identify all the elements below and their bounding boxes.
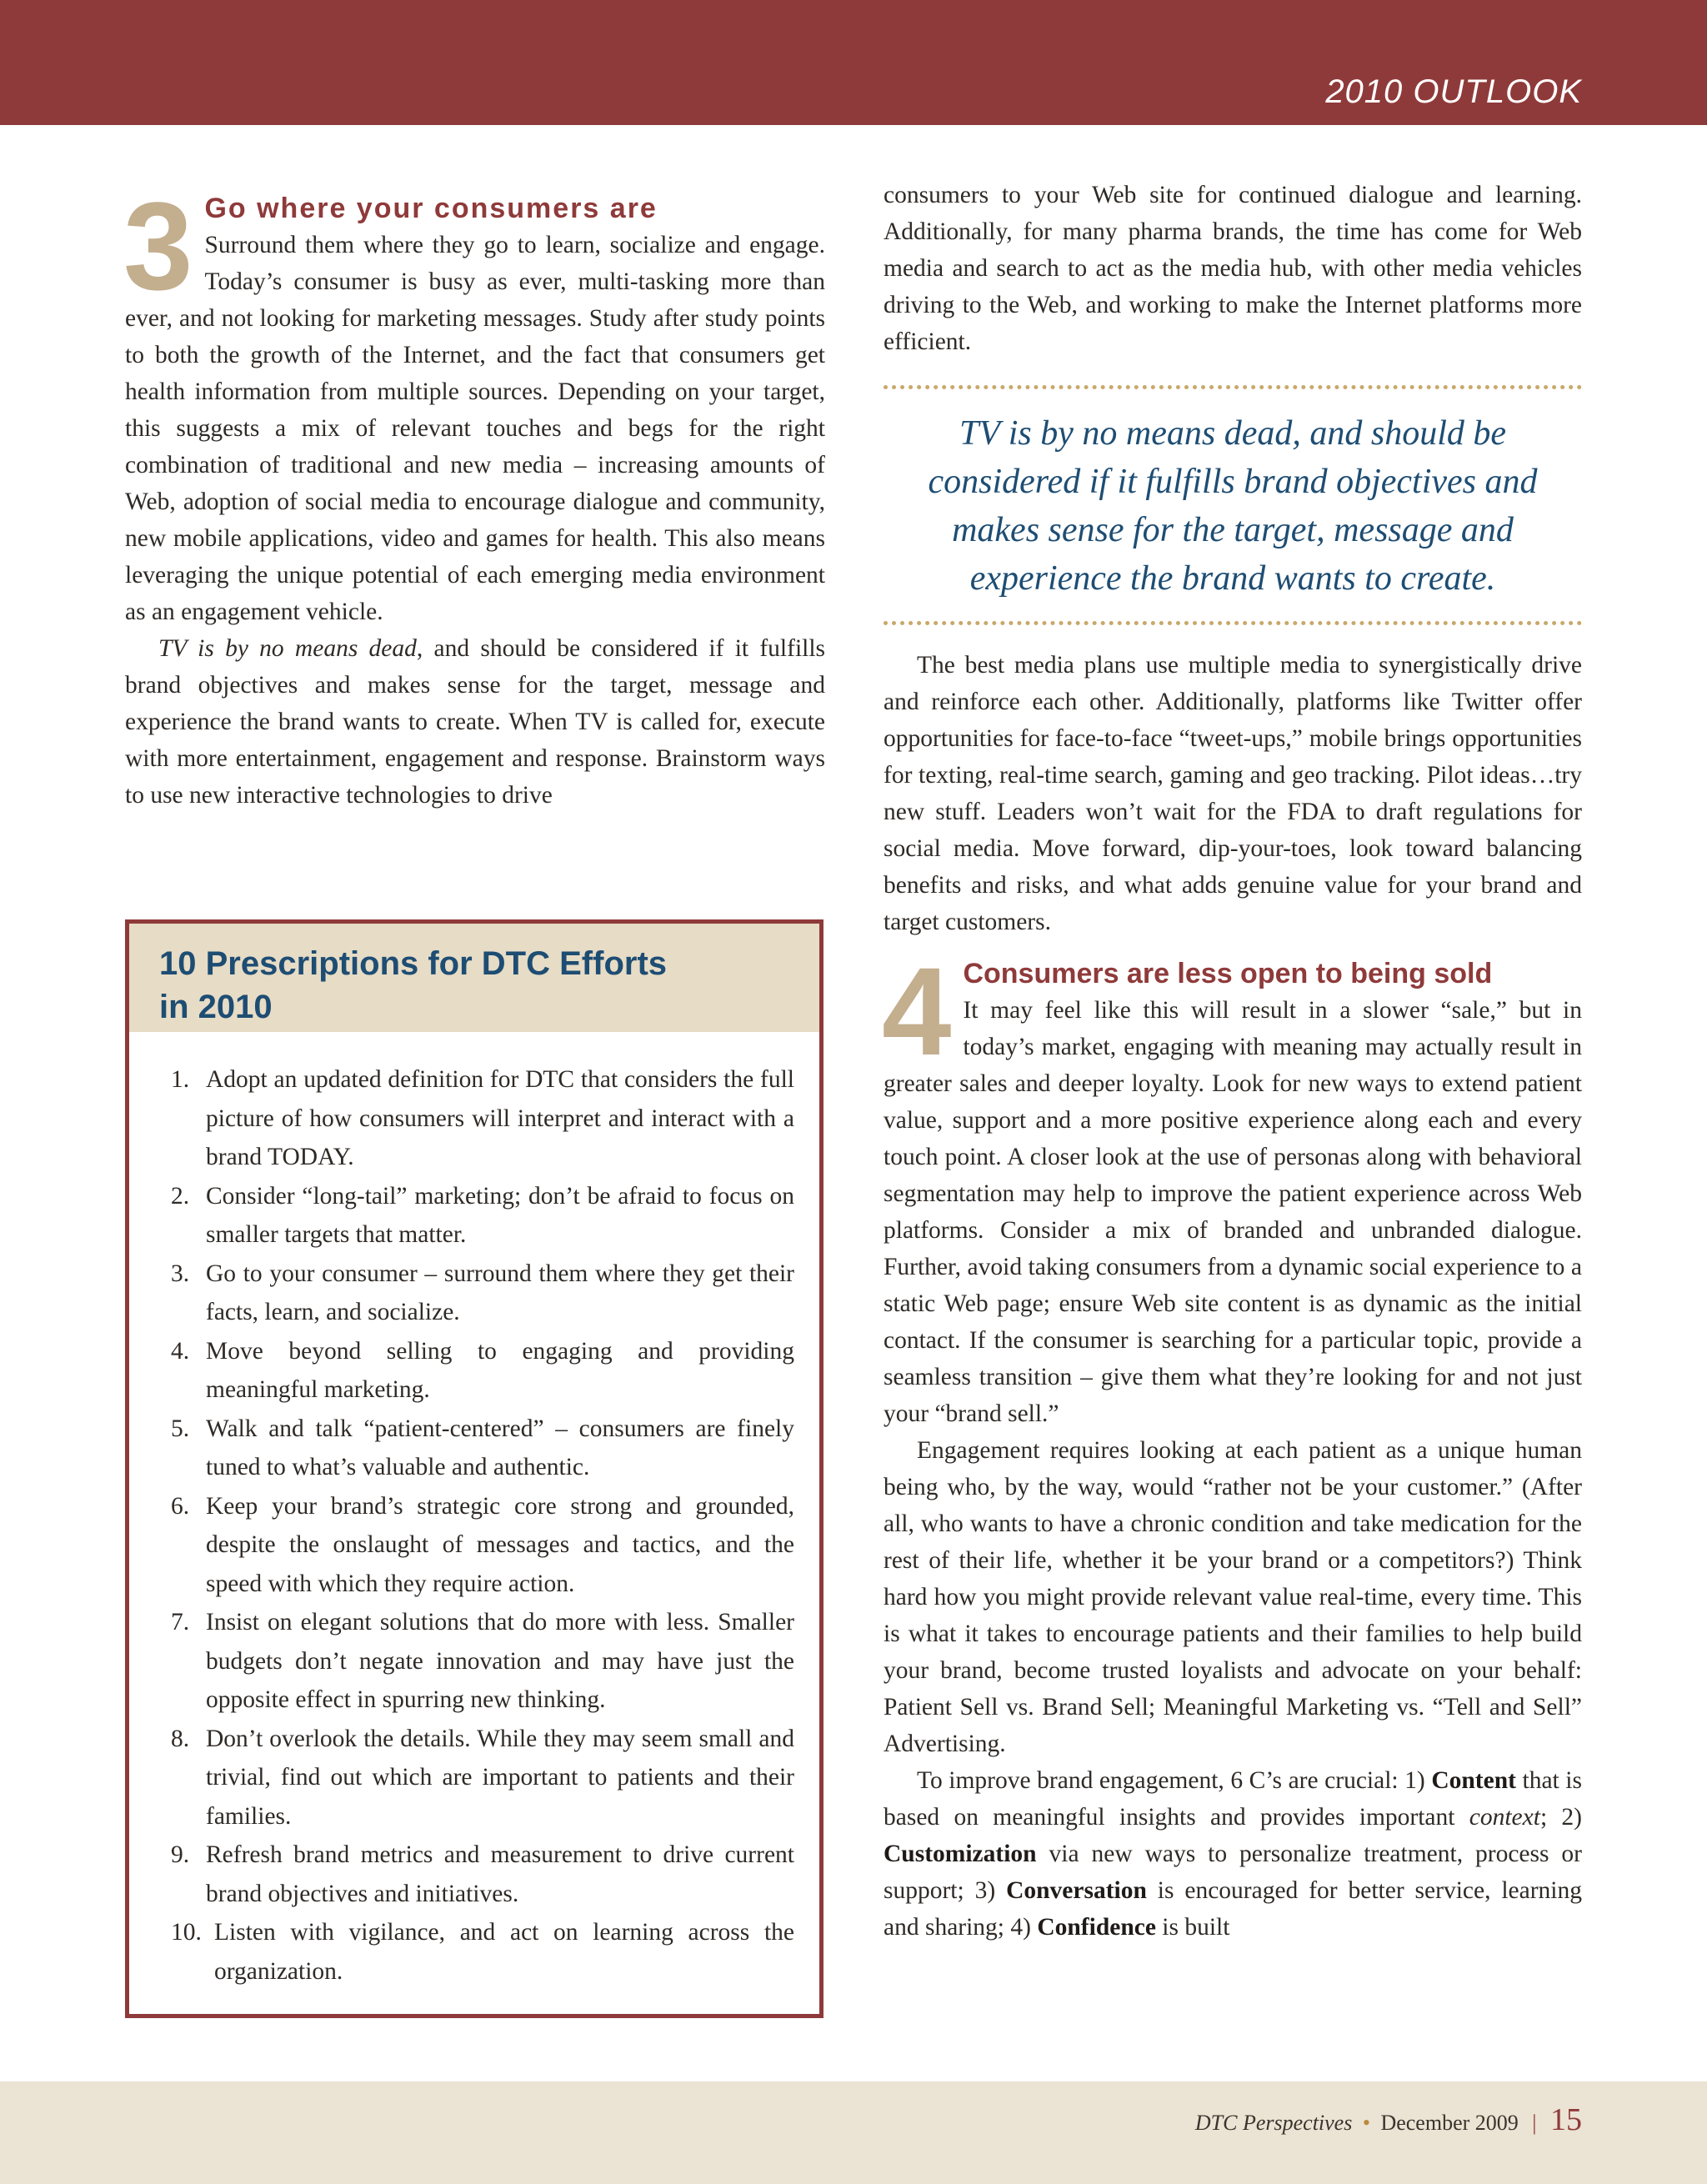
list-item: 2. Consider “long-tail” marketing; don’t be afraid to focus on smaller targets that matter. — [171, 1182, 794, 1248]
list-item: 7. Insist on elegant solutions that do more with less. Smaller budgets don’t negate innovation and may have just the opposite effect in spurring new thinking. — [171, 1609, 794, 1713]
term-customization: Customization — [884, 1841, 1037, 1867]
bullet-separator: • — [1362, 2111, 1370, 2135]
footer-line — [1195, 2101, 1582, 2138]
right-column — [884, 177, 1582, 1946]
list-item: 1. Adopt an updated definition for DTC that considers the full picture of how consumers will interpret and interact with a brand TODAY. — [171, 1066, 794, 1170]
list-item: 8. Don’t overlook the details. While they may seem small and trivial, find out which are important to patients and their families. — [171, 1725, 794, 1830]
section-4-heading: Consumers are less open to being sold — [963, 958, 1493, 989]
pipe-separator: | — [1532, 2111, 1537, 2135]
section-3-paragraph: Surround them where they go to learn, socialize and engage. Today’s consumer is busy as ever, multi-tasking more than ever, and not looking for marketing messages. Study after study points to both the growth of the Internet, and the fact that consumers get health information from multiple sources. Depending on your target, this suggests a mix of relevant touches and begs for the right combination of traditional and new media – increasing amounts of Web, adoption of social media to encourage dialogue and community, new mobile applications, video and games for health. This also means leveraging the unique potential of each emerging media environment as an engagement vehicle. — [125, 232, 825, 625]
list-item: 5. Walk and talk “patient-centered” – consumers are finely tuned to what’s valuable and authentic. — [171, 1415, 794, 1480]
header-bar — [0, 0, 1707, 125]
prescriptions-title-line1: 10 Prescriptions for DTC Efforts — [159, 945, 668, 982]
section-4 — [882, 941, 1582, 1432]
prescriptions-title-line2: in 2010 — [159, 989, 273, 1025]
prescriptions-box — [125, 919, 823, 2018]
term-confidence: Confidence — [1037, 1914, 1156, 1941]
continued-paragraph: consumers to your Web site for continued dialogue and learning. Additionally, for many pharma brands, the time has come for Web media and search to act as the media hub, with other media vehicles driving to the Web, and working to make the Internet platforms more efficient. — [884, 182, 1582, 355]
dropcap-3: 3 — [123, 176, 193, 316]
engagement-paragraph: Engagement requires looking at each patient as a unique human being who, by the way, would “rather not be your customer.” (After all, who wants to have a chronic condition and take medication for the rest of their life, whether it be your brand or a competitors?) Think hard how you might provide relevant value real-time, every time. This is what it takes to encourage patients and their families to help build your brand, become trusted loyalists and advocate on your behalf: Patient Sell vs. Brand Sell; Meaningful Marketing vs. “Tell and Sell” Advertising. — [884, 1437, 1582, 1757]
left-column — [123, 176, 826, 814]
prescriptions-title — [129, 924, 819, 1032]
issue-date: December 2009 — [1380, 2111, 1519, 2135]
list-item: 3. Go to your consumer – surround them where they get their facts, learn, and socialize. — [171, 1260, 794, 1325]
term-content: Content — [1431, 1767, 1516, 1794]
tv-paragraph-text: , and should be considered if it fulfills brand objectives and makes sense for the target, message and experience the brand wants to create. When TV is called for, execute with more entertainment, engagement and response. Brainstorm ways to use new interactive technologies to drive — [125, 635, 826, 809]
pull-quote: TV is by no means dead, and should be considered if it fulfills brand objectives and makes sense for the target, message and experience the brand wants to create. — [884, 385, 1582, 625]
list-item: 9. Refresh brand metrics and measurement to drive current brand objectives and initiatives. — [171, 1841, 794, 1907]
page-number: 15 — [1550, 2102, 1582, 2137]
section-3-heading: Go where your consumers are — [204, 193, 658, 224]
list-item: 10. Listen with vigilance, and act on learning across the organization. — [171, 1919, 794, 1985]
dropcap-4: 4 — [882, 941, 952, 1081]
publication-name: DTC Perspectives — [1194, 2111, 1353, 2135]
prescriptions-list — [146, 1060, 794, 1991]
term-conversation: Conversation — [1006, 1877, 1147, 1904]
term-context: context — [1469, 1804, 1540, 1831]
media-plans-paragraph: The best media plans use multiple media to synergistically drive and reinforce each other. Additionally, platforms like Twitter offer opportunities for face-to-face “tweet-ups,” mobile brings opportunities for texting, real-time search, gaming and geo tracking. Pilot ideas…try new stuff. Leaders won’t wait for the FDA to draft regulations for social media. Move forward, dip-your-toes, look toward balancing benefits and risks, and what adds genuine value for your brand and target customers. — [884, 652, 1582, 935]
list-item: 6. Keep your brand’s strategic core strong and grounded, despite the onslaught of messages and tactics, and the speed with which they require action. — [171, 1492, 794, 1597]
section-title: 2010 OUTLOOK — [1325, 73, 1582, 110]
tv-italic-phrase: TV is by no means dead — [158, 635, 417, 662]
six-cs-paragraph: To improve brand engagement, 6 C’s are crucial: 1) Content that is based on meaningful insights and provides important context; 2) Customization via new ways to personalize treatment, process or support; 3) Conversation is encouraged for better service, learning and sharing; 4) Confidence is built — [884, 1767, 1583, 1941]
footer-bar — [0, 2081, 1707, 2184]
list-item: 4. Move beyond selling to engaging and providing meaningful marketing. — [171, 1337, 794, 1403]
section-3 — [123, 176, 825, 630]
tv-paragraph — [125, 630, 825, 814]
section-4-paragraph: It may feel like this will result in a slower “sale,” but in today’s market, engaging with meaning may actually result in greater sales and deeper loyalty. Look for new ways to extend patient value, support and a more positive experience along each and every touch point. A closer look at the use of personas along with behavioral segmentation may help to improve the patient experience across Web platforms. Consider a mix of branded and unbranded dialogue. Further, avoid taking consumers from a dynamic social experience to a static Web page; ensure Web site content is as dynamic as the initial contact. If the consumer is searching for a particular topic, provide a seamless transition – give them what they’re looking for and not just your “brand sell.” — [884, 997, 1582, 1427]
